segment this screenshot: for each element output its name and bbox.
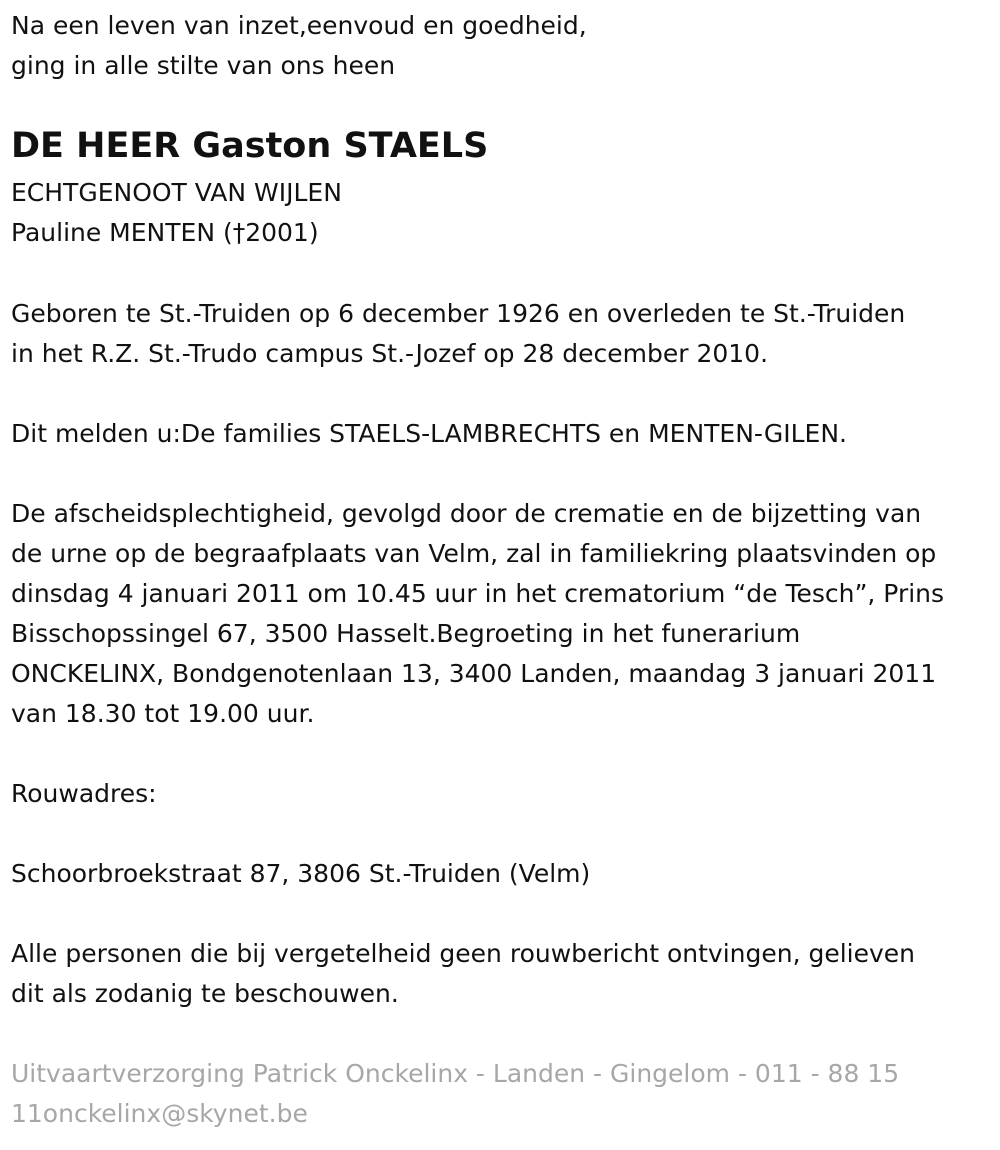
ceremony-line-6: van 18.30 tot 19.00 uur. xyxy=(11,699,315,728)
relation-text: ECHTGENOOT VAN WIJLEN xyxy=(11,178,342,207)
ceremony-line-3: dinsdag 4 januari 2011 om 10.45 uur in het crematorium “de Tesch”, Prins xyxy=(11,579,945,608)
footer-line-1: Uitvaartverzorging Patrick Onckelinx - Landen - Gingelom - 011 - 88 15 xyxy=(11,1059,900,1088)
notice-note xyxy=(11,934,915,1014)
funeral-home-footer xyxy=(11,1054,899,1134)
intro-text xyxy=(11,6,587,86)
mourning-address: Schoorbroekstraat 87, 3806 St.-Truiden (Velm) xyxy=(11,859,591,888)
intro-line-2: ging in alle stilte van ons heen xyxy=(11,51,396,80)
birth-death-line-2: in het R.Z. St.-Trudo campus St.-Jozef op 28 december 2010. xyxy=(11,339,769,368)
ceremony-line-4: Bisschopssingel 67, 3500 Hasselt.Begroeting in het funerarium xyxy=(11,619,801,648)
mourning-address-label-block xyxy=(11,774,157,814)
birth-death-info xyxy=(11,294,905,374)
ceremony-line-1: De afscheidsplechtigheid, gevolgd door de crematie en de bijzetting van xyxy=(11,499,922,528)
deceased-name: DE HEER Gaston STAELS xyxy=(11,126,489,166)
spouse-info xyxy=(11,173,342,253)
ceremony-line-5: ONCKELINX, Bondgenotenlaan 13, 3400 Landen, maandag 3 januari 2011 xyxy=(11,659,937,688)
mourning-address-label: Rouwadres: xyxy=(11,779,157,808)
ceremony-line-2: de urne op de begraafplaats van Velm, zal in familiekring plaatsvinden op xyxy=(11,539,937,568)
footer-line-2: 11onckelinx@skynet.be xyxy=(11,1099,308,1128)
announcement xyxy=(11,414,847,454)
birth-death-line-1: Geboren te St.-Truiden op 6 december 1926 en overleden te St.-Truiden xyxy=(11,299,906,328)
spouse-name: Pauline MENTEN (†2001) xyxy=(11,218,319,247)
note-line-1: Alle personen die bij vergetelheid geen rouwbericht ontvingen, gelieven xyxy=(11,939,916,968)
ceremony-info xyxy=(11,494,944,734)
mourning-address-block xyxy=(11,854,590,894)
announcement-text: Dit melden u:De families STAELS-LAMBRECHTS en MENTEN-GILEN. xyxy=(11,419,847,448)
note-line-2: dit als zodanig te beschouwen. xyxy=(11,979,399,1008)
intro-line-1: Na een leven van inzet,eenvoud en goedheid, xyxy=(11,11,587,40)
